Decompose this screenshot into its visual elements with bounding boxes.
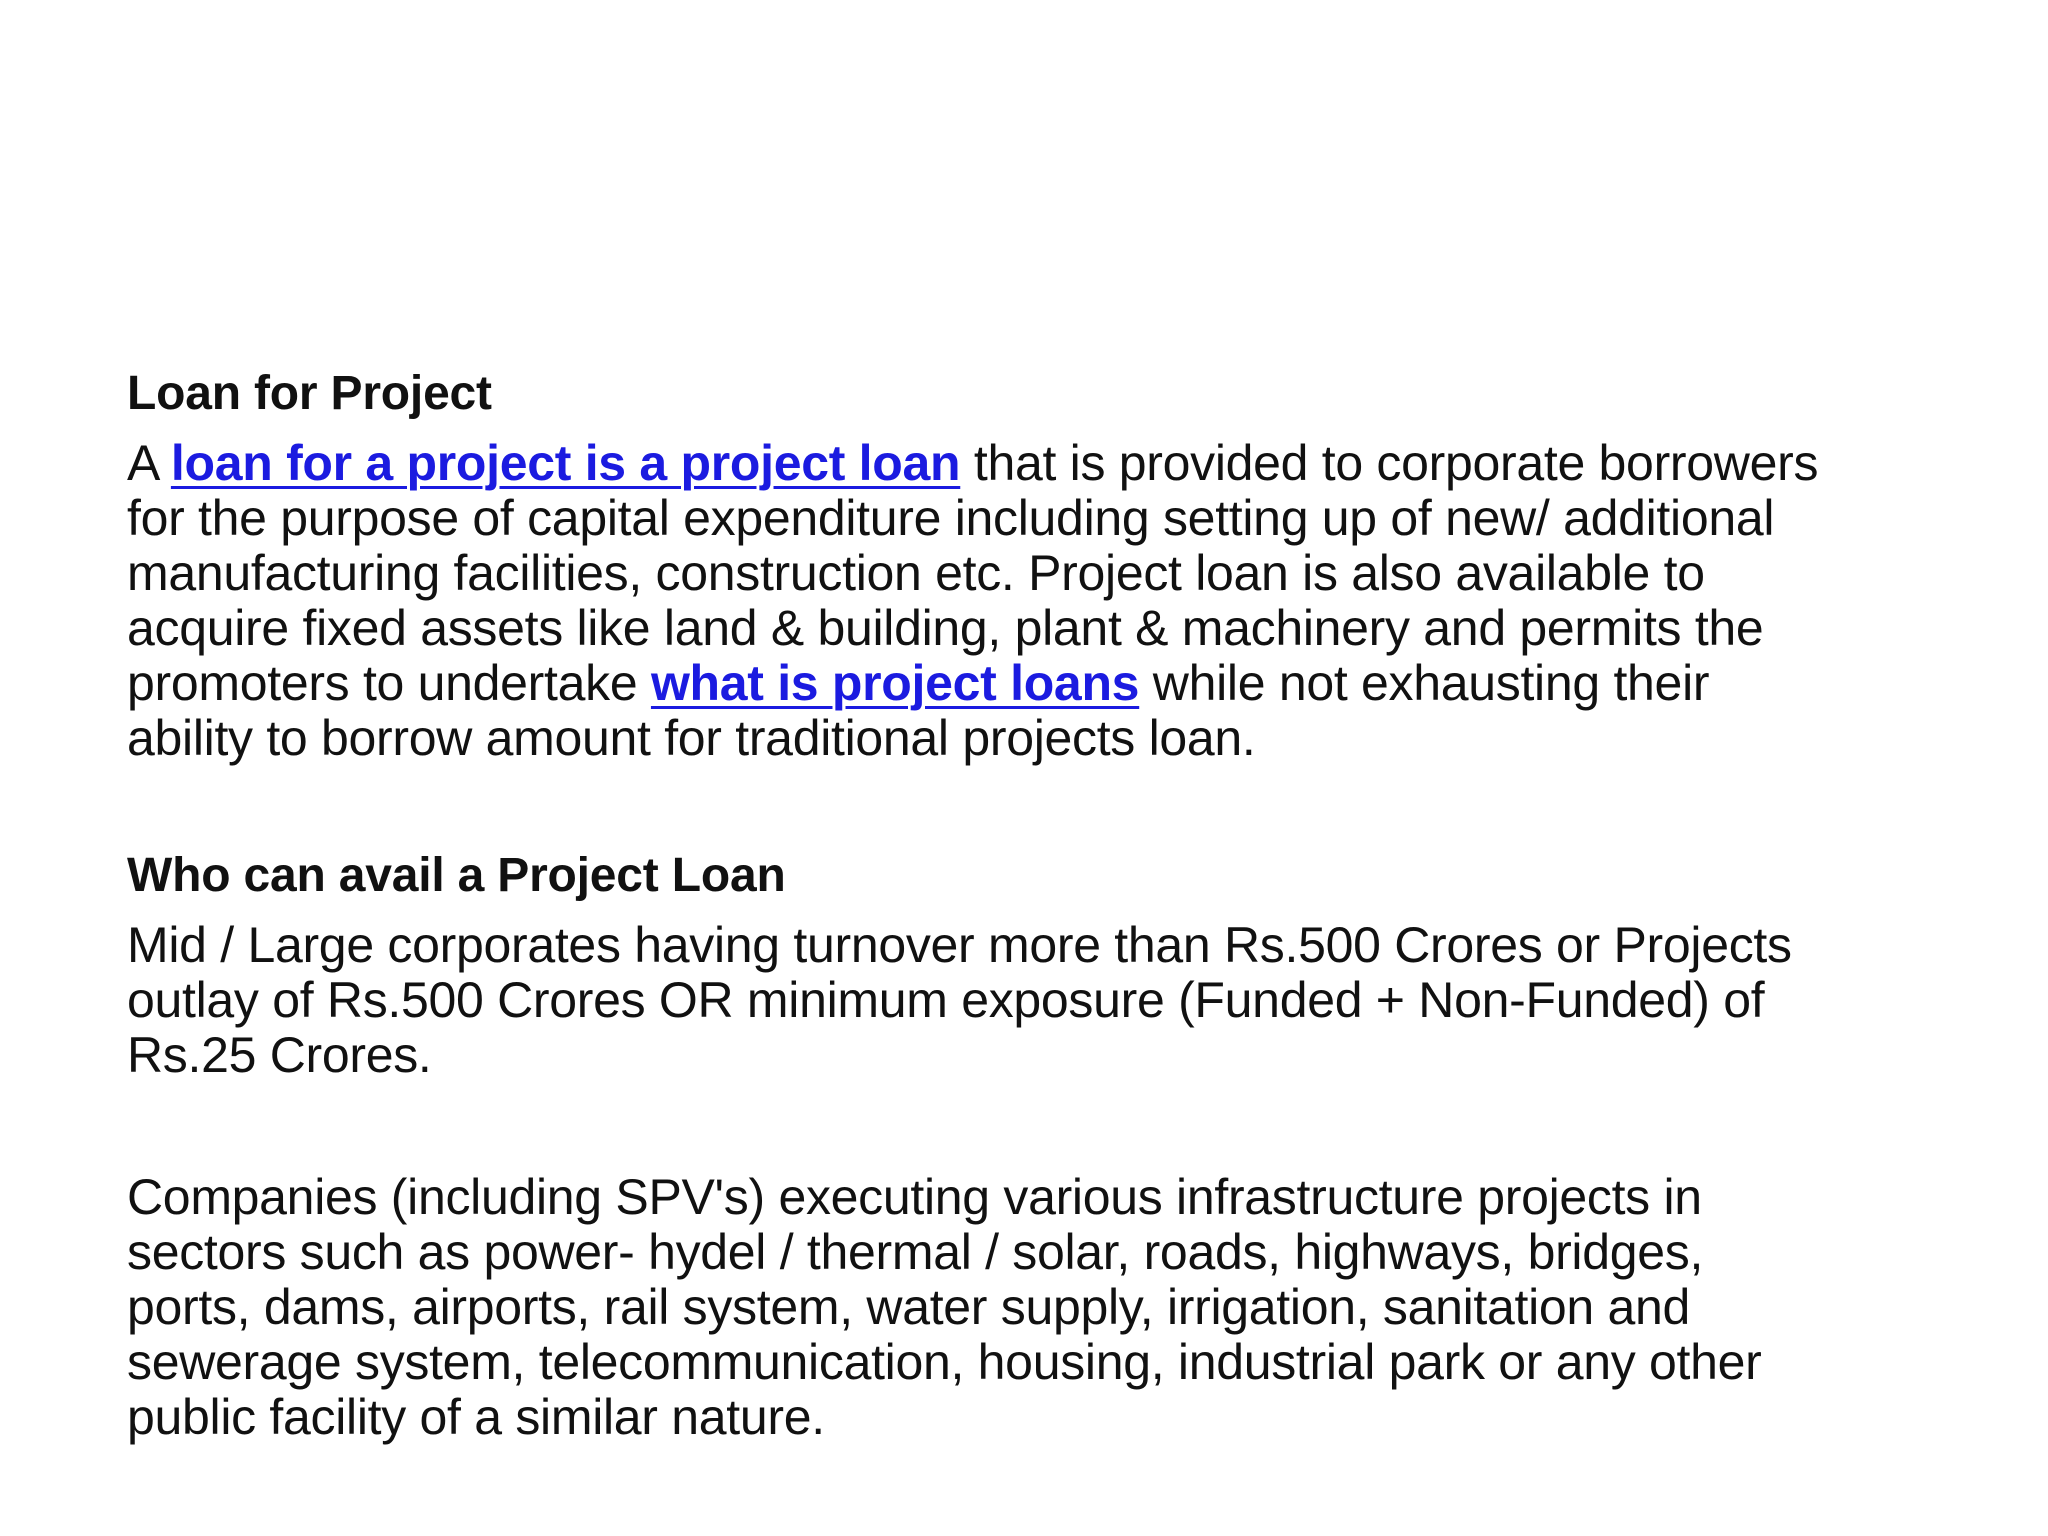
paragraph-eligibility-infrastructure	[127, 1170, 1987, 1445]
heading-loan-for-project: Loan for Project	[127, 367, 492, 420]
paragraph-line: manufacturing facilities, construction etc. Project loan is also available to	[127, 545, 1705, 601]
slide-content	[127, 366, 1987, 1445]
paragraph-line: ability to borrow amount for traditional projects loan.	[127, 710, 1256, 766]
spacer	[127, 766, 1987, 848]
link-loan-for-a-project[interactable]: loan for a project is a project loan	[170, 435, 961, 491]
paragraph-line	[127, 656, 1987, 711]
paragraph-line: sewerage system, telecommunication, housing, industrial park or any other	[127, 1334, 1762, 1390]
link-what-is-project-loans[interactable]: what is project loans	[650, 655, 1140, 711]
paragraph-line: Mid / Large corporates having turnover more than Rs.500 Crores or Projects	[127, 917, 1792, 973]
heading-who-can-avail: Who can avail a Project Loan	[127, 849, 786, 902]
paragraph-line	[127, 436, 1987, 491]
text-fragment: that is provided to corporate borrowers	[960, 435, 1819, 491]
text-fragment: A	[127, 435, 171, 491]
paragraph-line: for the purpose of capital expenditure including setting up of new/ additional	[127, 490, 1775, 546]
spacer	[127, 1083, 1987, 1170]
paragraph-line: Companies (including SPV's) executing various infrastructure projects in	[127, 1169, 1702, 1225]
text-fragment: while not exhausting their	[1139, 655, 1710, 711]
paragraph-line: outlay of Rs.500 Crores OR minimum exposure (Funded + Non-Funded) of	[127, 972, 1765, 1028]
paragraph-line: acquire fixed assets like land & building, plant & machinery and permits the	[127, 600, 1764, 656]
paragraph-eligibility-corporates	[127, 918, 1987, 1083]
paragraph-line: sectors such as power- hydel / thermal / solar, roads, highways, bridges,	[127, 1224, 1704, 1280]
paragraph-loan-description	[127, 436, 1987, 766]
paragraph-line: Rs.25 Crores.	[127, 1027, 432, 1083]
paragraph-line: ports, dams, airports, rail system, water supply, irrigation, sanitation and	[127, 1279, 1691, 1335]
text-fragment: promoters to undertake	[127, 655, 651, 711]
paragraph-line: public facility of a similar nature.	[127, 1389, 825, 1445]
